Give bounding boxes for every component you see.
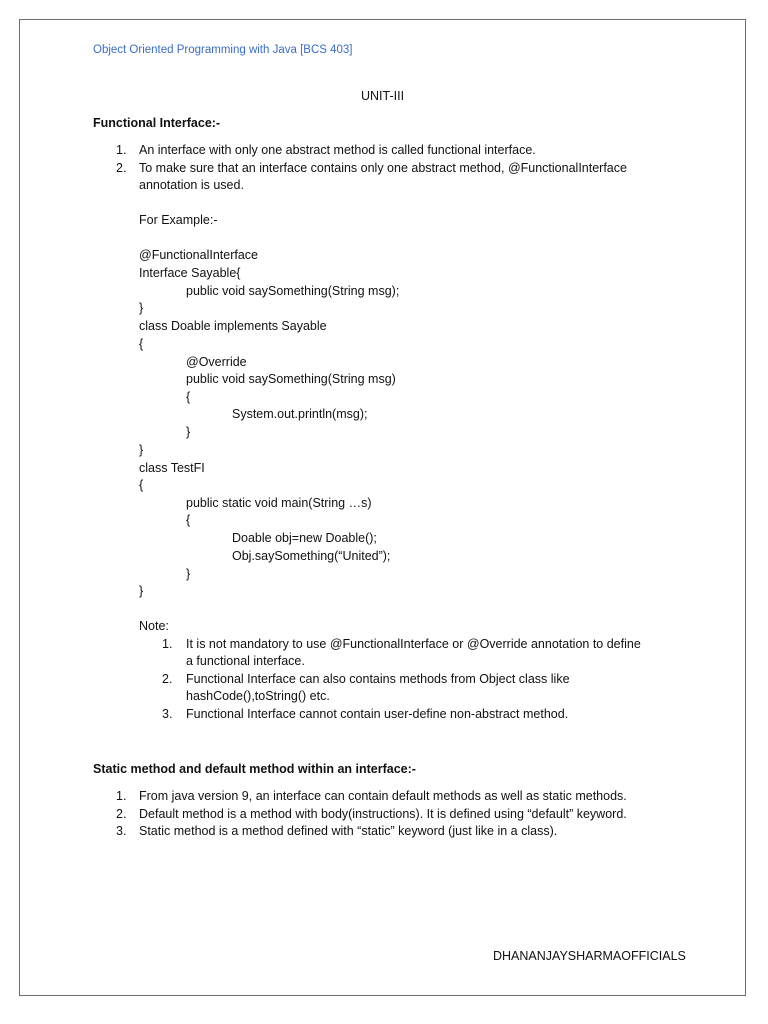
- unit-title: UNIT-III: [361, 89, 405, 103]
- code-line: public static void main(String …s): [186, 496, 372, 510]
- code-line: class Doable implements Sayable: [139, 319, 327, 333]
- list-item: From java version 9, an interface can contain default methods as well as static methods.: [139, 789, 627, 803]
- list-number: 1.: [116, 789, 127, 803]
- note-item-continuation: a functional interface.: [186, 654, 305, 668]
- list-item: An interface with only one abstract method is called functional interface.: [139, 143, 536, 157]
- code-line: Interface Sayable{: [139, 266, 241, 280]
- code-line: }: [186, 425, 191, 439]
- code-line: @FunctionalInterface: [139, 248, 259, 262]
- list-number: 2.: [116, 161, 127, 175]
- note-item: Functional Interface cannot contain user-define non-abstract method.: [186, 707, 569, 721]
- code-line: {: [139, 337, 144, 351]
- code-line: public void saySomething(String msg);: [186, 284, 400, 298]
- list-number: 2.: [116, 807, 127, 821]
- example-label: For Example:-: [139, 213, 218, 227]
- code-line: }: [139, 443, 144, 457]
- code-line: public void saySomething(String msg): [186, 372, 396, 386]
- code-line: {: [186, 390, 191, 404]
- code-line: @Override: [186, 355, 247, 369]
- note-label: Note:: [139, 619, 169, 633]
- code-line: Doable obj=new Doable();: [232, 531, 377, 545]
- list-item: Static method is a method defined with “static” keyword (just like in a class).: [139, 824, 558, 838]
- list-number: 1.: [116, 143, 127, 157]
- code-line: }: [186, 567, 191, 581]
- list-item-continuation: annotation is used.: [139, 178, 244, 192]
- code-line: System.out.println(msg);: [232, 407, 368, 421]
- list-number: 3.: [162, 707, 173, 721]
- course-header: Object Oriented Programming with Java [BCS 403]: [93, 44, 353, 56]
- footer-author: DHANANJAYSHARMAOFFICIALS: [493, 949, 686, 963]
- list-number: 1.: [162, 637, 173, 651]
- note-item: It is not mandatory to use @FunctionalInterface or @Override annotation to define: [186, 637, 641, 651]
- note-item: Functional Interface can also contains methods from Object class like: [186, 672, 570, 686]
- list-item: Default method is a method with body(instructions). It is defined using “default” keyword.: [139, 807, 627, 821]
- code-line: }: [139, 301, 144, 315]
- code-line: {: [139, 478, 144, 492]
- list-item: To make sure that an interface contains only one abstract method, @FunctionalInterface: [139, 161, 627, 175]
- code-line: }: [139, 584, 144, 598]
- code-line: Obj.saySomething(“United”);: [232, 549, 391, 563]
- code-line: class TestFI: [139, 461, 205, 475]
- list-number: 2.: [162, 672, 173, 686]
- note-item-continuation: hashCode(),toString() etc.: [186, 689, 330, 703]
- section2-heading: Static method and default method within an interface:-: [93, 762, 416, 776]
- section1-heading: Functional Interface:-: [93, 116, 221, 130]
- code-line: {: [186, 513, 191, 527]
- list-number: 3.: [116, 824, 127, 838]
